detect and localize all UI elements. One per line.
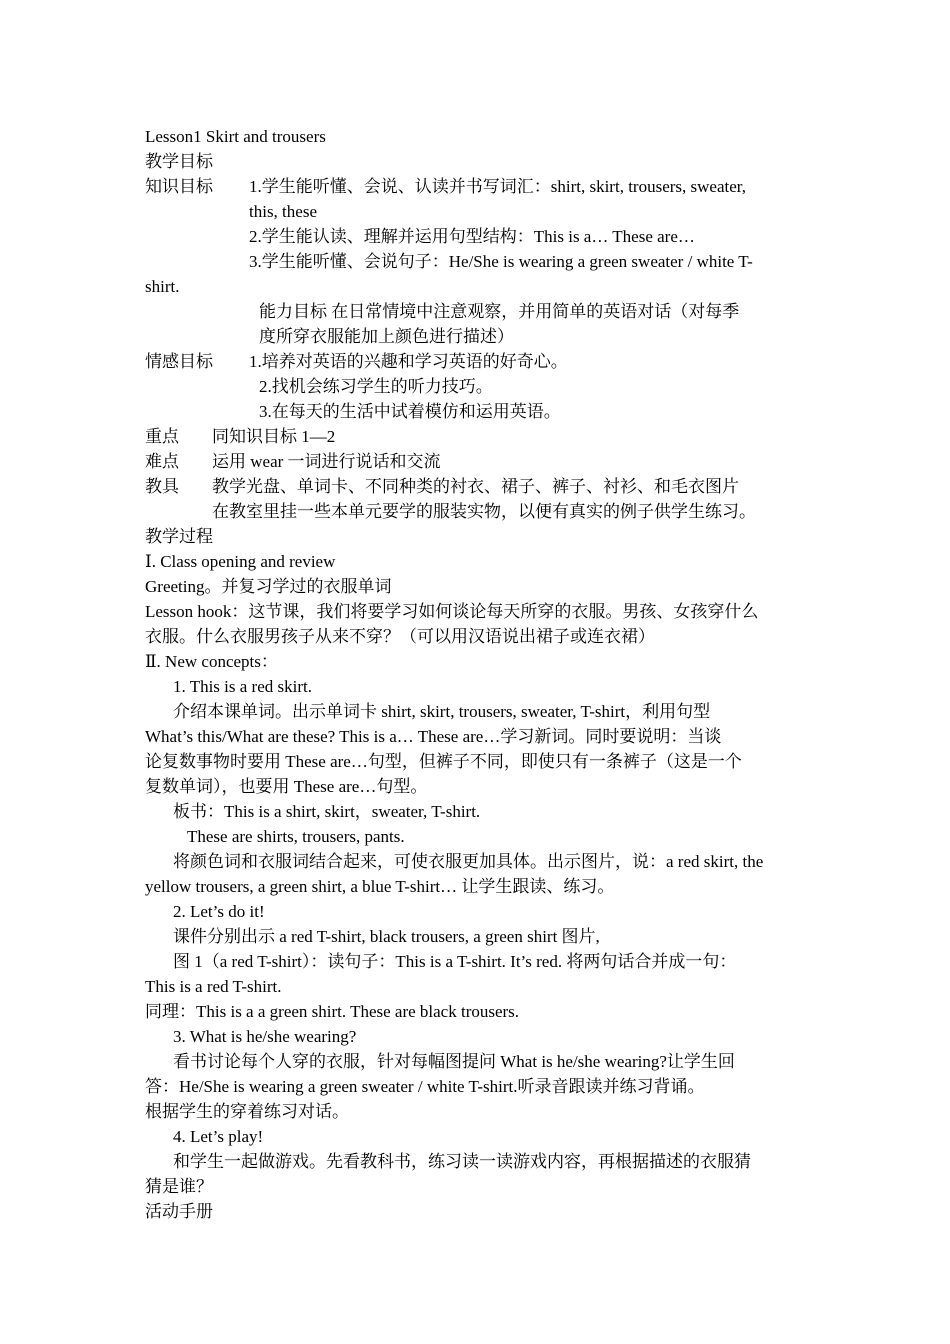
lesson-title: Lesson1 Skirt and trousers (145, 127, 326, 146)
knowledge-item-3-line-2: shirt. (145, 277, 180, 296)
paragraph-line: 论复数事物时要用 These are…句型，但裤子不同，即使只有一条裤子（这是一个 (145, 752, 742, 771)
affective-item-1: 1.培养对英语的兴趣和学习英语的好奇心。 (249, 352, 568, 371)
key-point-label: 重点 (145, 427, 179, 446)
ability-line-1: 能力目标 在日常情境中注意观察，并用简单的英语对话（对每季 (259, 302, 740, 321)
objectives-heading: 教学目标 (145, 152, 213, 171)
paragraph-line: 将颜色词和衣服词结合起来，可使衣服更加具体。出示图片，说：a red skirt, the (173, 852, 764, 871)
step-3-title: 3. What is he/she wearing? (173, 1027, 357, 1046)
paragraph-line: yellow trousers, a green shirt, a blue T-shirt… 让学生跟读、练习。 (145, 877, 615, 896)
lesson-hook-line-2: 衣服。什么衣服男孩子从来不穿？（可以用汉语说出裙子或连衣裙） (145, 627, 655, 646)
paragraph-line: 课件分别出示 a red T-shirt, black trousers, a green shirt 图片, (173, 927, 600, 946)
paragraph-line: 介绍本课单词。出示单词卡 shirt, skirt, trousers, sweater, T-shirt，利用句型 (173, 702, 711, 721)
step-4-title: 4. Let’s play! (173, 1127, 264, 1146)
greeting-line: Greeting。并复习学过的衣服单词 (145, 577, 392, 596)
paragraph-line: 答：He/She is wearing a green sweater / white T-shirt.听录音跟读并练习背诵。 (145, 1077, 705, 1096)
knowledge-item-2: 2.学生能认读、理解并运用句型结构：This is a… These are… (249, 227, 695, 246)
blackboard-line-1: 板书：This is a shirt, skirt，sweater, T-shirt. (173, 802, 481, 821)
paragraph-line: 和学生一起做游戏。先看教科书，练习读一读游戏内容，再根据描述的衣服猜 (173, 1152, 751, 1171)
step-2-title: 2. Let’s do it! (173, 902, 265, 921)
affective-item-2: 2.找机会练习学生的听力技巧。 (259, 377, 493, 396)
paragraph-line: 根据学生的穿着练习对话。 (145, 1102, 349, 1121)
paragraph-line: What’s this/What are these? This is a… These are…学习新词。同时要说明：当谈 (145, 727, 722, 746)
paragraph-line: 猜是谁？ (145, 1177, 213, 1196)
paragraph-line: 复数单词），也要用 These are…句型。 (145, 777, 428, 796)
difficulty-label: 难点 (145, 452, 179, 471)
paragraph-line: 图 1（a red T-shirt）：读句子：This is a T-shirt. It’s red. 将两句话合并成一句： (173, 952, 737, 971)
ability-line-2: 度所穿衣服能加上颜色进行描述） (259, 327, 514, 346)
knowledge-item-1-line-2: this, these (249, 202, 317, 221)
aids-line-1: 教学光盘、单词卡、不同种类的衬衣、裙子、裤子、衬衫、和毛衣图片 (212, 477, 739, 496)
knowledge-item-3-line-1: 3.学生能听懂、会说句子：He/She is wearing a green sweater / white T- (249, 252, 753, 271)
knowledge-label: 知识目标 (145, 177, 213, 196)
difficulty-value: 运用 wear 一词进行说话和交流 (212, 452, 441, 471)
activity-book-heading: 活动手册 (145, 1202, 213, 1221)
paragraph-line: 看书讨论每个人穿的衣服，针对每幅图提问 What is he/she wearing?让学生回 (173, 1052, 735, 1071)
aids-line-2: 在教室里挂一些本单元要学的服装实物，以便有真实的例子供学生练习。 (212, 502, 756, 521)
step-1-title: 1. This is a red skirt. (173, 677, 312, 696)
affective-item-3: 3.在每天的生活中试着模仿和运用英语。 (259, 402, 561, 421)
key-point-value: 同知识目标 1—2 (212, 427, 336, 446)
section-1-heading: Ⅰ. Class opening and review (145, 552, 336, 571)
knowledge-item-1-line-1: 1.学生能听懂、会说、认读并书写词汇：shirt, skirt, trousers, sweater, (249, 177, 747, 196)
paragraph-line: This is a red T-shirt. (145, 977, 282, 996)
blackboard-line-2: These are shirts, trousers, pants. (187, 827, 405, 846)
section-2-heading: Ⅱ. New concepts： (145, 652, 278, 671)
affective-label: 情感目标 (145, 352, 213, 371)
paragraph-line: 同理：This is a a green shirt. These are black trousers. (145, 1002, 520, 1021)
lesson-hook-line-1: Lesson hook：这节课，我们将要学习如何谈论每天所穿的衣服。男孩、女孩穿什么 (145, 602, 759, 621)
process-heading: 教学过程 (145, 527, 213, 546)
aids-label: 教具 (145, 477, 179, 496)
